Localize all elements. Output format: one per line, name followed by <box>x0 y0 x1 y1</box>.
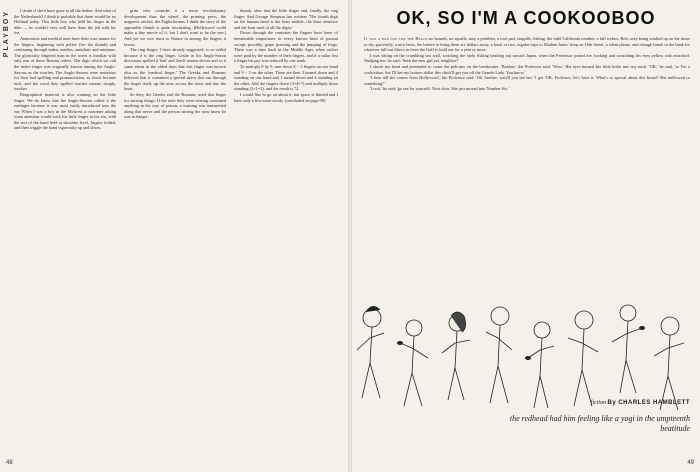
paragraph: grim who consider it a more revolutionary development than the wheel, the printing press, the magnetic ratchet, the Fuglerformus. I think the story of the opposable thumb is quite fascinating. (Hollywood could make a fine movie of it, but I don't want to be the one.) And yet we owe most to Nature in among the fingers it favors. <box>124 8 226 47</box>
paragraph: Biographical material is also wanting on the little finger. We do know that the Anglo-Saxons called it the earfinger because it was most easily introduced into the ear. When I was a boy in the Midwest a customer asking scant attention would stick his little finger in his ear, with the rest of the hand held at shoulder level, fingers folded, and then wiggle the hand vigorously up and down. <box>14 91 116 131</box>
left-column-1 <box>14 8 116 463</box>
paragraph: Anatomists and medical men have their own names for the fingers, beginning with pollex (for the thumb) and continuing through index, medius, annularis and minimus. The gloriously fingered man in the street is familiar with only one of these Roman orders. The digit which we call the index finger was originally known among the Anglo-Saxons as the toucher. The Anglo-Saxons were notorious for their bad spelling and pronunciation, so touch became tuch, and the word they spelled toucher means, simply, toucher. <box>14 35 116 92</box>
paragraph: 'I hear tell she comes from Hollywood,' the Professor said. 'Oh, brother, wait'll you see her.' I got 'OK, Professor, let's have it. What's so special about this broad? She mellowed or something?' <box>364 75 690 86</box>
paragraph: thumb, after that the little finger and, finally, the ring finger. And George Simpson has written: 'The fourth digit on the human hand is the least mobile, the least sensitive and the least used of all the digits.' <box>234 8 338 30</box>
story-title: OK, SO I'M A COOKOOBOO <box>396 8 656 28</box>
page-number-right: 49 <box>687 460 694 466</box>
paragraph: So they, the Greeks and the Romans, used that finger for stirring things. If the stew they were stirring contained anything in the way of poison, a warning was transmitted along that nerve and the person stirring the stew knew he was in danger. <box>124 91 226 120</box>
paragraph: I was sitting on the crumbling sea wall, watching the early fishing heading out toward Japan, when the Professor joined me, looking and scratching his eyes yellow with mischief. Nudging me, he said: 'Seen the new girl yet, neighbor?' <box>364 52 690 64</box>
story-blurb: the redhead had him feeling like a yogi in the umpteenth beatitude <box>509 414 690 433</box>
paragraph: I doubt if she'd have gone to all the bother. And what of the Netherlands? I think it probable that there would be no Holland today. This little boy who held his finger in the dike — he couldn't very well have done the job with his toe. <box>14 8 116 36</box>
lead-paragraph <box>364 36 690 53</box>
paragraph: 'Look,' he said, 'go see for yourself. Next door. She just moved into Number Six.' <box>370 86 510 92</box>
story-intro-text <box>364 36 690 286</box>
paragraph: I would like to go on about it, but space is limited and I have only a few more words. (concluded on page 99) <box>234 91 338 103</box>
page-number-left: 48 <box>6 460 13 466</box>
paragraph: To multiply 8 by 9, turn down 8 − 5 fingers on one hand and 9 − 5 on the other. There are then 3 turned down and 4 standing on one hand and 1 turned down and 4 standing on the other. Add the fingers down (3+4=7) and multiply those standing (2×1=2), and the result is 72. <box>234 63 338 92</box>
lead-in: It was a bad day for the Beach <box>364 36 428 41</box>
paragraph: I shook my head and pretended to count the pelicans on the breakwater. 'Brother,' the Professor said. 'Wow.' His eyes burned her little holes into my neck. 'OK,' he said, 'so I'm a cookooboo, but I'll bet my bottom dollar this chick'll get you off the Grande Lady. You know.' <box>364 63 690 75</box>
byline-author: By CHARLES HAMBLETT <box>607 400 690 406</box>
paragraph: Down through the centuries the fingers have been of inestimable importance in every known kind of pursuit except, possibly, grape pressing and the jumping of frogs. There was a time back in the Middle Ages when sailors were paid by the number of their fingers, and if a sailor lost a finger his pay was reduced by one tenth. <box>234 30 338 64</box>
byline-fiction: fiction <box>590 400 606 406</box>
right-page <box>352 0 700 472</box>
lead-text: no hounds, no squalls, nary a problem, a cool pad, seagulls, fishing, the mild California weather, a full icebox, Bob, sexy being washed up on the shore to dry gracefully, a nice brew, the breeze to bring them six dollars away, a book or two, regular trips to Madam Jones' shop on 16th Street, a silent phone, and enough beads in the bank for whatever fall-out blows in from the Gulf to hold out for a year or more. <box>364 36 690 53</box>
left-column-3 <box>234 8 338 463</box>
magazine-side-label: PLAYBOY <box>3 10 10 58</box>
left-column-2 <box>124 8 226 463</box>
byline <box>591 400 690 406</box>
paragraph: The ring finger, I have already suggested, is so-called because it is the ring finger. Leslie in his Anglo-Saxon dictionary spelled it 'bait' and 'leech' means doctor and so it came about in the olden days that this finger was known also as the 'medical finger.' The Greeks and Romans believed that it contained a special nerve that ran through the finger itself, up the arm, across the chest and into the heart. <box>124 47 226 92</box>
left-page <box>0 0 348 472</box>
